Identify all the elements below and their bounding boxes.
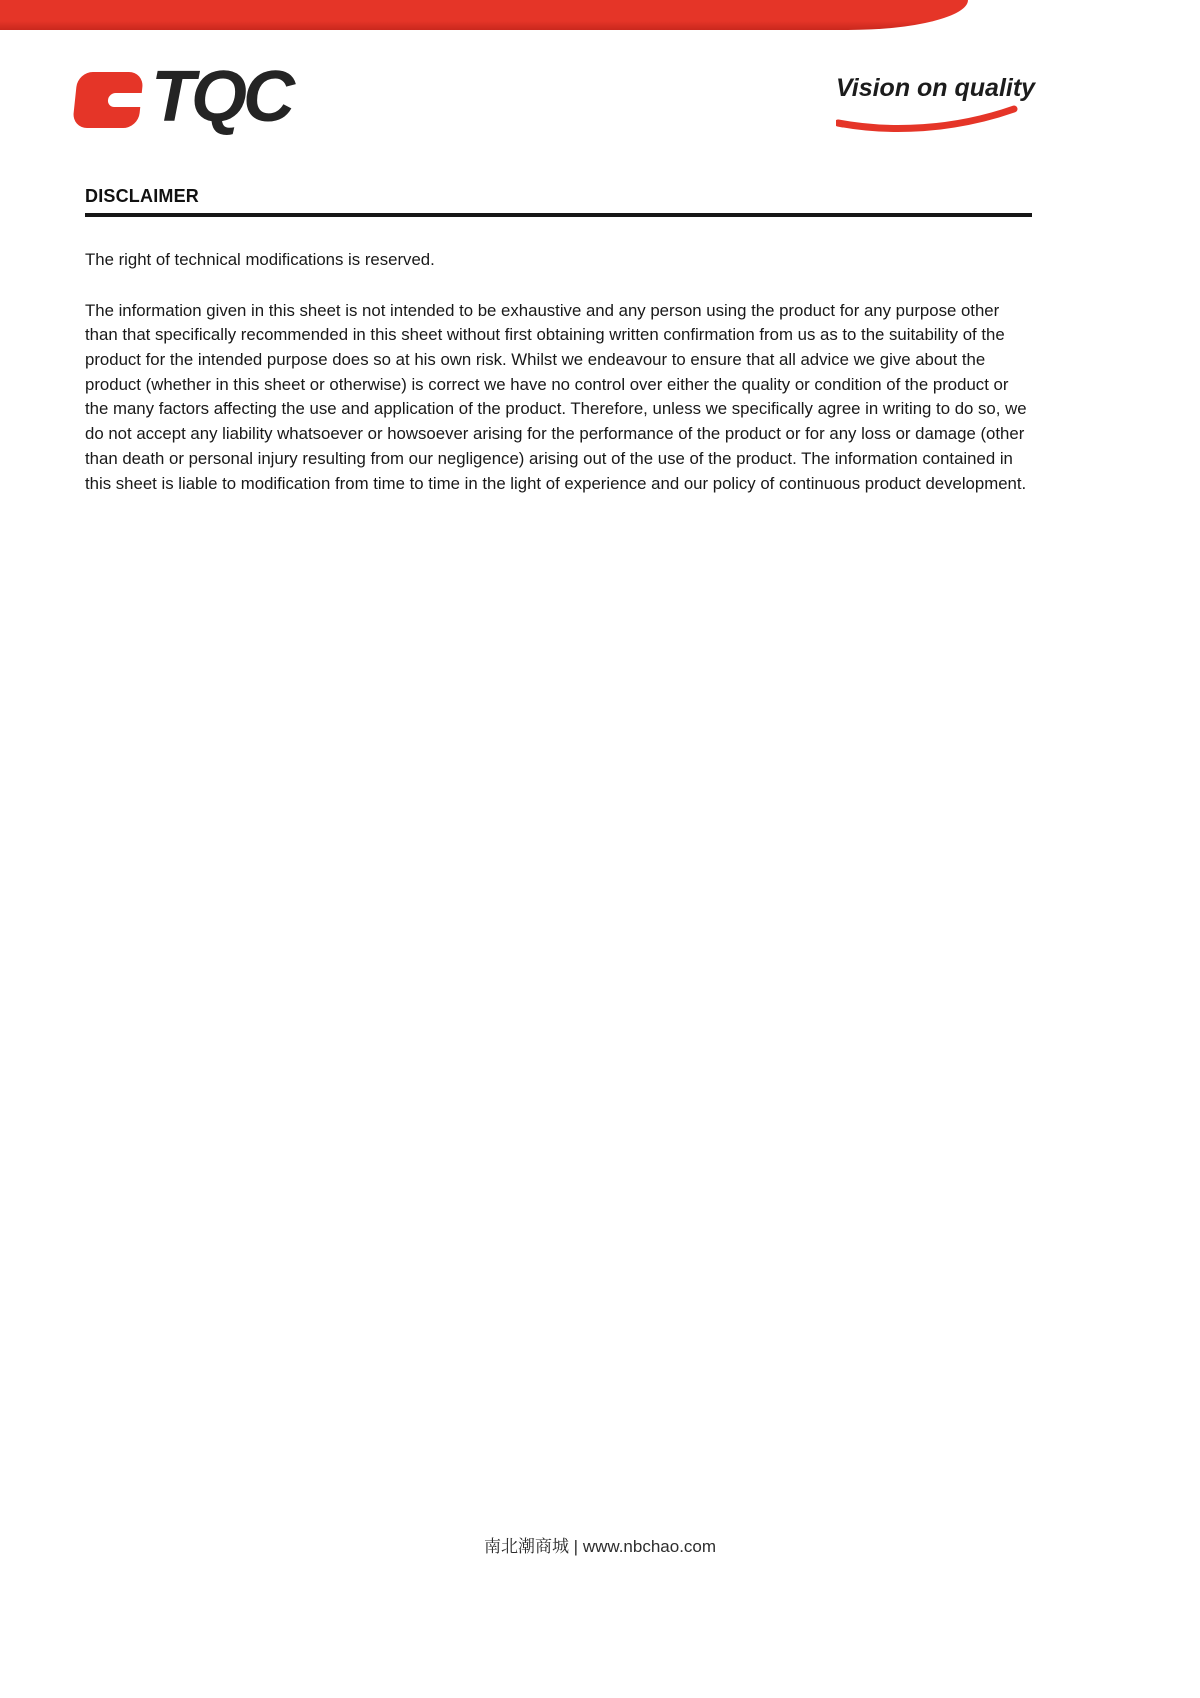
footer (0, 1532, 1200, 1557)
disclaimer-heading: DISCLAIMER (85, 186, 199, 206)
footer-watermark: 南北潮商城 | www.nbchao.com (483, 1537, 717, 1556)
main-content (85, 186, 1032, 496)
tagline (836, 74, 1036, 137)
tqc-logo-icon (72, 72, 144, 128)
tagline-text: Vision on quality (836, 74, 1036, 102)
paragraph-disclaimer-body: The information given in this sheet is not intended to be exhaustive and any person using the product for any purpose other than that specifically recommended in this sheet without first obtaining written confirmation from us as to the suitability of the product for the intended purpose does so at his own risk. Whilst we endeavour to ensure that all advice we give about the product (whether in this sheet or otherwise) is correct we have no control over either the quality or condition of the product or the many factors affecting the use and application of the product. Therefore, unless we specifically agree in writing to do so, we do not accept any liability whatsoever or howsoever arising for the performance of the product or for any loss or damage (other than death or personal injury resulting from our negligence) arising out of the use of the product. The information contained in this sheet is liable to modification from time to time in the light of experience and our policy of continuous product development. (85, 300, 1027, 493)
paragraph-rights: The right of technical modifications is reserved. (85, 250, 435, 269)
top-red-banner (0, 0, 968, 30)
heading-rule (85, 213, 1032, 217)
tqc-logo-text: TQC (151, 57, 291, 137)
swoosh-icon (836, 105, 1028, 137)
tqc-logo (75, 57, 291, 137)
